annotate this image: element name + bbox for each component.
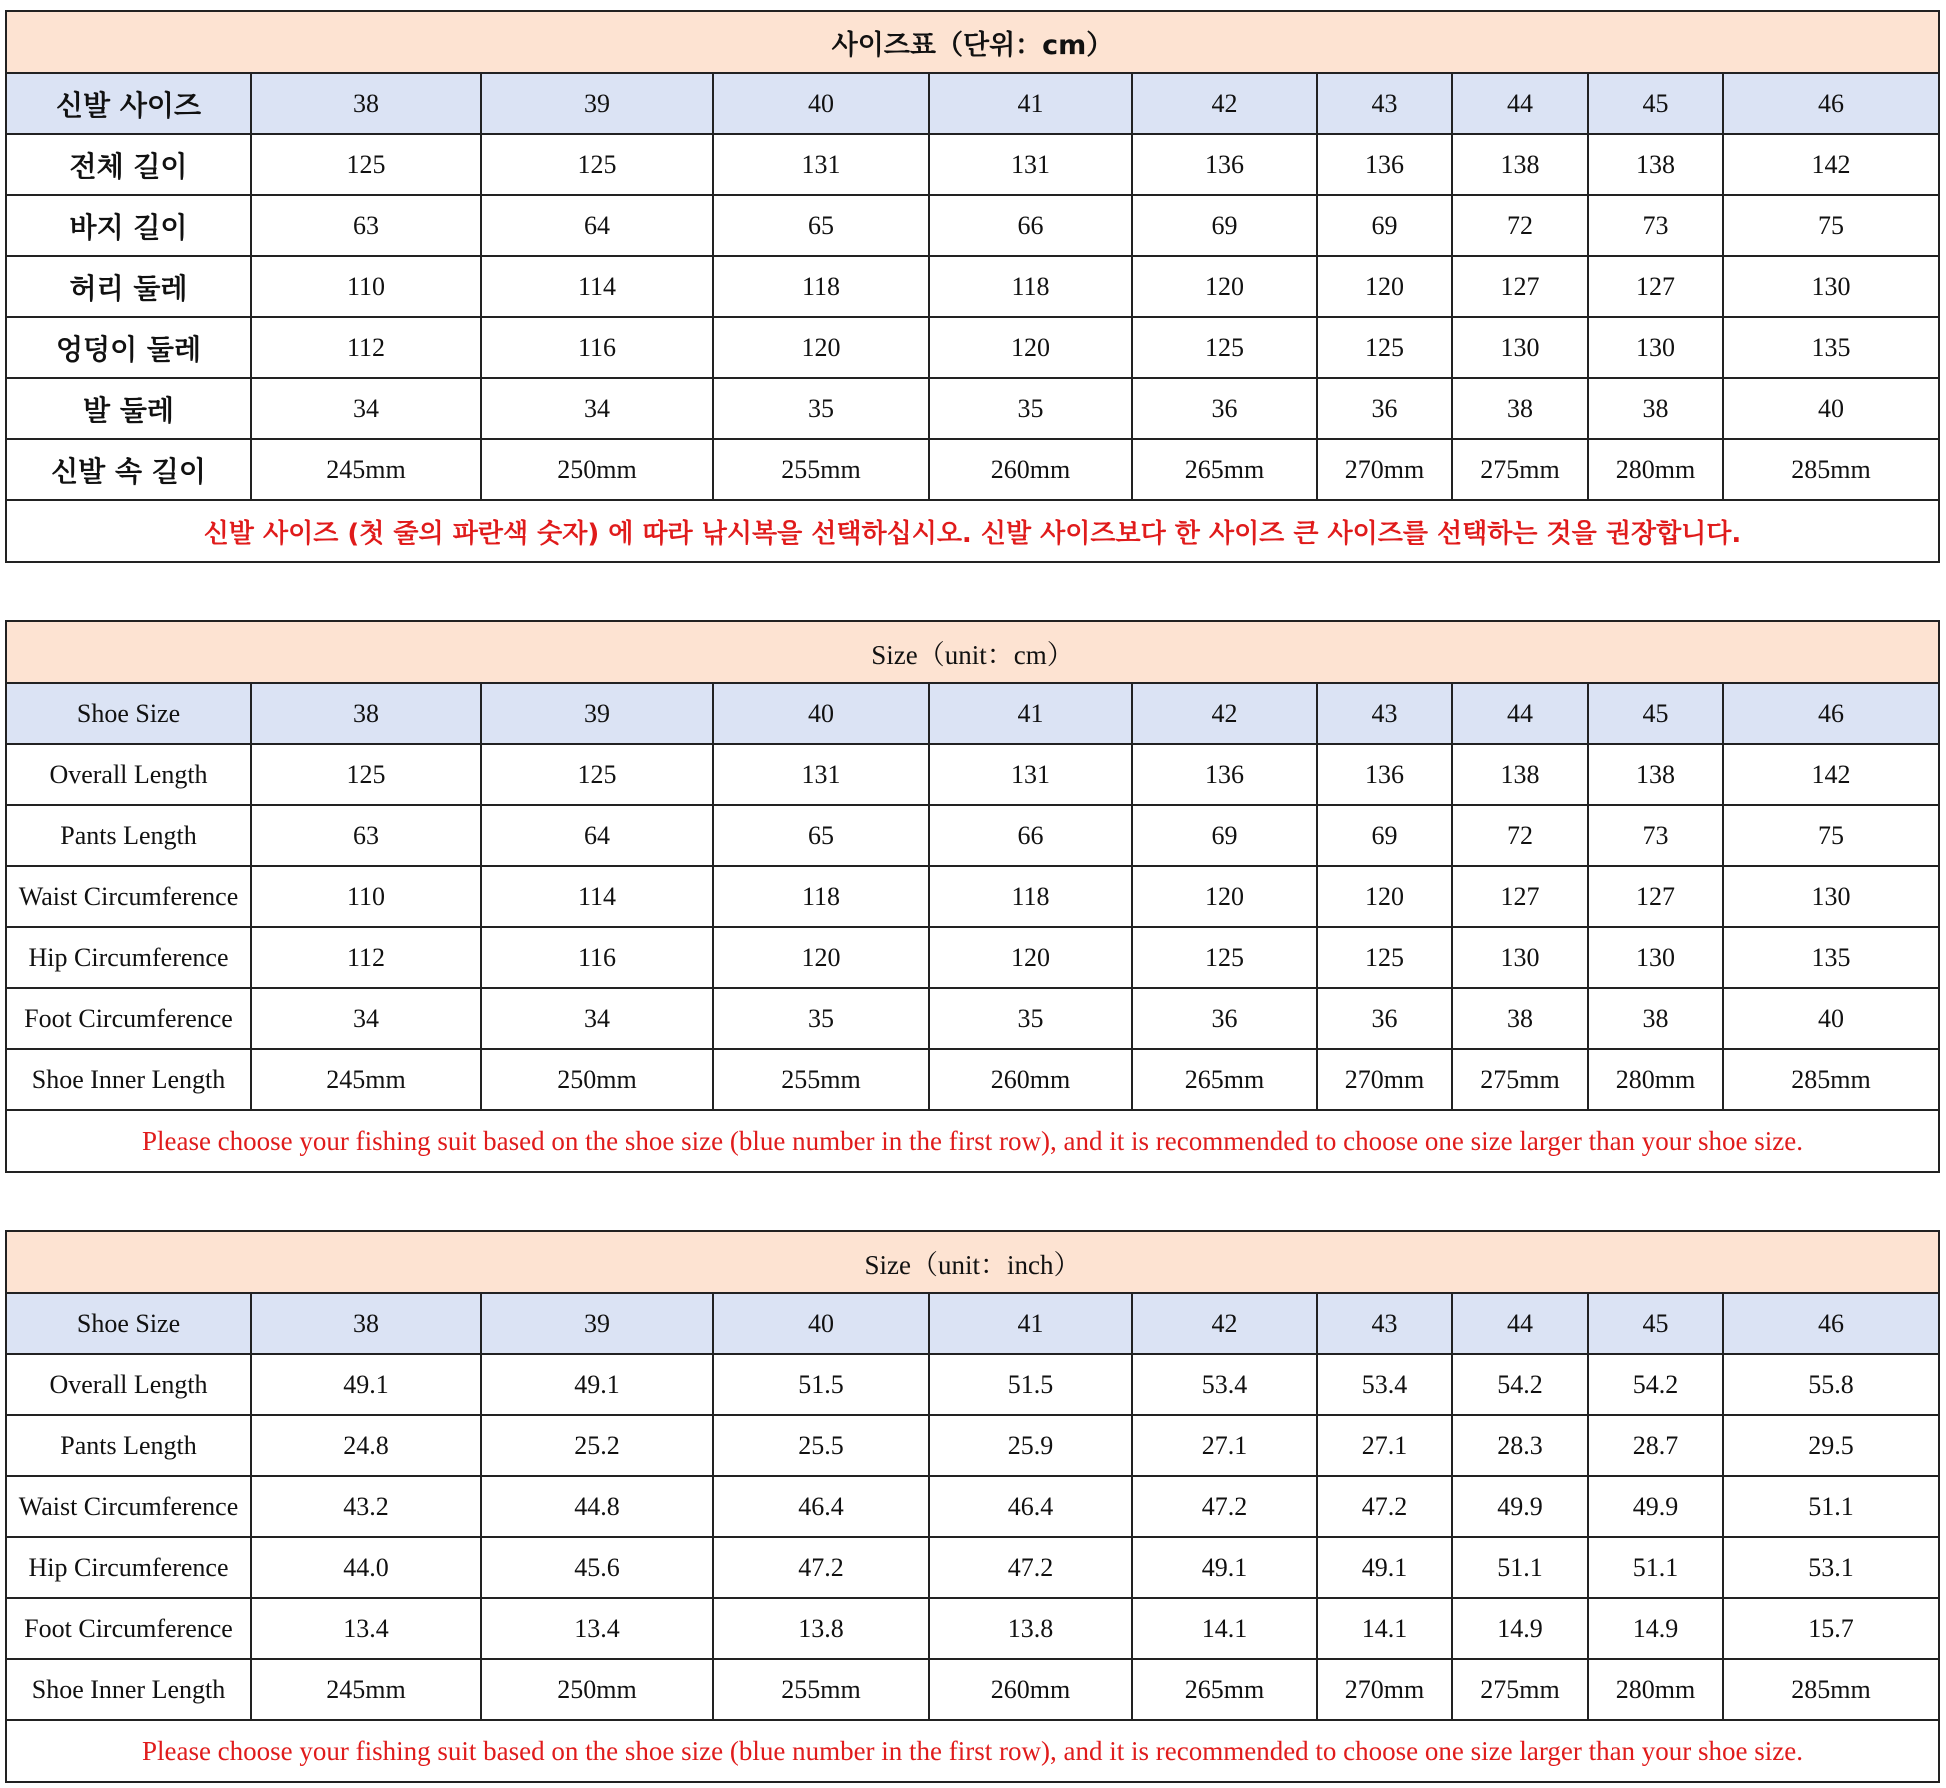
measurement-cell: 114 [481, 866, 713, 927]
row-label: Foot Circumference [6, 988, 251, 1049]
row-label: 바지 길이 [6, 195, 251, 256]
table-row [6, 1537, 1939, 1598]
shoe-size-row [6, 73, 1939, 134]
measurement-cell: 116 [481, 927, 713, 988]
measurement-cell: 245mm [251, 1659, 481, 1720]
measurement-cell: 114 [481, 256, 713, 317]
row-label: Hip Circumference [6, 1537, 251, 1598]
measurement-cell: 45.6 [481, 1537, 713, 1598]
table-title: Size（unit：inch） [6, 1231, 1939, 1293]
measurement-cell: 34 [481, 988, 713, 1049]
recommendation-note: Please choose your fishing suit based on the shoe size (blue number in the first row), and it is recommended to choose one size larger than your shoe size. [6, 1720, 1939, 1782]
measurement-cell: 125 [1317, 927, 1452, 988]
size-table-english-inch [5, 1230, 1940, 1783]
measurement-cell: 136 [1317, 744, 1452, 805]
measurement-cell: 285mm [1723, 1659, 1939, 1720]
measurement-cell: 130 [1452, 927, 1588, 988]
measurement-cell: 24.8 [251, 1415, 481, 1476]
measurement-cell: 47.2 [1317, 1476, 1452, 1537]
measurement-cell: 35 [713, 988, 929, 1049]
measurement-cell: 127 [1588, 866, 1723, 927]
measurement-cell: 66 [929, 805, 1132, 866]
measurement-cell: 69 [1317, 805, 1452, 866]
measurement-cell: 49.1 [1317, 1537, 1452, 1598]
row-label: Waist Circumference [6, 866, 251, 927]
measurement-cell: 130 [1723, 256, 1939, 317]
shoe-size-cell: 38 [251, 1293, 481, 1354]
measurement-cell: 285mm [1723, 439, 1939, 500]
shoe-size-cell: 46 [1723, 73, 1939, 134]
measurement-cell: 245mm [251, 439, 481, 500]
measurement-cell: 120 [1317, 256, 1452, 317]
measurement-cell: 112 [251, 927, 481, 988]
table-title-row [6, 621, 1939, 683]
measurement-cell: 136 [1132, 744, 1317, 805]
shoe-size-cell: 43 [1317, 683, 1452, 744]
measurement-cell: 72 [1452, 195, 1588, 256]
table-row [6, 1659, 1939, 1720]
table-title-row [6, 1231, 1939, 1293]
row-label: Shoe Inner Length [6, 1659, 251, 1720]
measurement-cell: 138 [1452, 744, 1588, 805]
shoe-size-cell: 43 [1317, 73, 1452, 134]
measurement-cell: 135 [1723, 927, 1939, 988]
measurement-cell: 63 [251, 805, 481, 866]
measurement-cell: 27.1 [1132, 1415, 1317, 1476]
measurement-cell: 280mm [1588, 1049, 1723, 1110]
measurement-cell: 46.4 [713, 1476, 929, 1537]
shoe-size-cell: 42 [1132, 683, 1317, 744]
measurement-cell: 27.1 [1317, 1415, 1452, 1476]
measurement-cell: 51.5 [929, 1354, 1132, 1415]
measurement-cell: 270mm [1317, 439, 1452, 500]
measurement-cell: 15.7 [1723, 1598, 1939, 1659]
measurement-cell: 13.4 [481, 1598, 713, 1659]
shoe-size-row [6, 683, 1939, 744]
shoe-size-cell: 44 [1452, 683, 1588, 744]
table-row [6, 256, 1939, 317]
recommendation-note: 신발 사이즈 (첫 줄의 파란색 숫자) 에 따라 낚시복을 선택하십시오. 신발 사이즈보다 한 사이즈 큰 사이즈를 선택하는 것을 권장합니다. [6, 500, 1939, 562]
measurement-cell: 116 [481, 317, 713, 378]
measurement-cell: 36 [1132, 378, 1317, 439]
measurement-cell: 25.5 [713, 1415, 929, 1476]
measurement-cell: 131 [713, 134, 929, 195]
measurement-cell: 260mm [929, 1659, 1132, 1720]
table-row [6, 378, 1939, 439]
table-title-row [6, 11, 1939, 73]
measurement-cell: 47.2 [929, 1537, 1132, 1598]
measurement-cell: 35 [713, 378, 929, 439]
shoe-size-cell: 39 [481, 683, 713, 744]
size-table-english-cm [5, 620, 1940, 1173]
measurement-cell: 38 [1588, 988, 1723, 1049]
measurement-cell: 255mm [713, 439, 929, 500]
measurement-cell: 53.4 [1317, 1354, 1452, 1415]
shoe-size-cell: 40 [713, 73, 929, 134]
measurement-cell: 49.9 [1588, 1476, 1723, 1537]
measurement-cell: 40 [1723, 988, 1939, 1049]
table-row [6, 805, 1939, 866]
measurement-cell: 260mm [929, 439, 1132, 500]
row-label: Overall Length [6, 1354, 251, 1415]
measurement-cell: 53.1 [1723, 1537, 1939, 1598]
measurement-cell: 72 [1452, 805, 1588, 866]
measurement-cell: 120 [929, 317, 1132, 378]
measurement-cell: 44.8 [481, 1476, 713, 1537]
row-label: Foot Circumference [6, 1598, 251, 1659]
measurement-cell: 130 [1723, 866, 1939, 927]
measurement-cell: 53.4 [1132, 1354, 1317, 1415]
row-label: Overall Length [6, 744, 251, 805]
measurement-cell: 46.4 [929, 1476, 1132, 1537]
measurement-cell: 13.8 [713, 1598, 929, 1659]
shoe-size-cell: 41 [929, 73, 1132, 134]
shoe-size-cell: 40 [713, 683, 929, 744]
measurement-cell: 36 [1132, 988, 1317, 1049]
shoe-size-cell: 44 [1452, 1293, 1588, 1354]
measurement-cell: 125 [1317, 317, 1452, 378]
measurement-cell: 35 [929, 378, 1132, 439]
measurement-cell: 125 [481, 744, 713, 805]
shoe-size-cell: 42 [1132, 1293, 1317, 1354]
shoe-size-cell: 41 [929, 683, 1132, 744]
measurement-cell: 250mm [481, 1049, 713, 1110]
recommendation-note-row [6, 1720, 1939, 1782]
table-row [6, 1476, 1939, 1537]
measurement-cell: 49.1 [481, 1354, 713, 1415]
measurement-cell: 275mm [1452, 1659, 1588, 1720]
row-label: 신발 속 길이 [6, 439, 251, 500]
measurement-cell: 28.7 [1588, 1415, 1723, 1476]
measurement-cell: 44.0 [251, 1537, 481, 1598]
table-row [6, 134, 1939, 195]
measurement-cell: 265mm [1132, 1049, 1317, 1110]
shoe-size-cell: 38 [251, 683, 481, 744]
measurement-cell: 13.8 [929, 1598, 1132, 1659]
measurement-cell: 34 [481, 378, 713, 439]
measurement-cell: 265mm [1132, 439, 1317, 500]
row-label: 전체 길이 [6, 134, 251, 195]
measurement-cell: 130 [1588, 317, 1723, 378]
measurement-cell: 36 [1317, 378, 1452, 439]
measurement-cell: 49.1 [1132, 1537, 1317, 1598]
measurement-cell: 43.2 [251, 1476, 481, 1537]
recommendation-note-row [6, 500, 1939, 562]
table-row [6, 866, 1939, 927]
measurement-cell: 280mm [1588, 1659, 1723, 1720]
table-row [6, 317, 1939, 378]
row-label: Shoe Size [6, 683, 251, 744]
measurement-cell: 118 [929, 866, 1132, 927]
measurement-cell: 55.8 [1723, 1354, 1939, 1415]
measurement-cell: 255mm [713, 1049, 929, 1110]
measurement-cell: 120 [1132, 866, 1317, 927]
measurement-cell: 14.1 [1317, 1598, 1452, 1659]
row-label: Pants Length [6, 1415, 251, 1476]
measurement-cell: 275mm [1452, 1049, 1588, 1110]
measurement-cell: 138 [1452, 134, 1588, 195]
measurement-cell: 270mm [1317, 1659, 1452, 1720]
recommendation-note-row [6, 1110, 1939, 1172]
shoe-size-cell: 44 [1452, 73, 1588, 134]
measurement-cell: 51.1 [1723, 1476, 1939, 1537]
measurement-cell: 69 [1132, 195, 1317, 256]
measurement-cell: 142 [1723, 744, 1939, 805]
measurement-cell: 118 [713, 866, 929, 927]
row-label: 발 둘레 [6, 378, 251, 439]
measurement-cell: 130 [1452, 317, 1588, 378]
measurement-cell: 280mm [1588, 439, 1723, 500]
measurement-cell: 51.1 [1588, 1537, 1723, 1598]
table-title: 사이즈표（단위：cm） [6, 11, 1939, 73]
measurement-cell: 120 [1132, 256, 1317, 317]
measurement-cell: 75 [1723, 805, 1939, 866]
measurement-cell: 120 [1317, 866, 1452, 927]
row-label: Waist Circumference [6, 1476, 251, 1537]
measurement-cell: 275mm [1452, 439, 1588, 500]
measurement-cell: 14.9 [1588, 1598, 1723, 1659]
row-label: Pants Length [6, 805, 251, 866]
shoe-size-cell: 40 [713, 1293, 929, 1354]
row-label: Shoe Size [6, 1293, 251, 1354]
row-label: Shoe Inner Length [6, 1049, 251, 1110]
measurement-cell: 14.1 [1132, 1598, 1317, 1659]
table-title: Size（unit：cm） [6, 621, 1939, 683]
measurement-cell: 127 [1588, 256, 1723, 317]
measurement-cell: 250mm [481, 1659, 713, 1720]
measurement-cell: 118 [713, 256, 929, 317]
measurement-cell: 29.5 [1723, 1415, 1939, 1476]
measurement-cell: 25.9 [929, 1415, 1132, 1476]
measurement-cell: 63 [251, 195, 481, 256]
table-row [6, 1415, 1939, 1476]
measurement-cell: 65 [713, 805, 929, 866]
shoe-size-cell: 46 [1723, 683, 1939, 744]
measurement-cell: 138 [1588, 744, 1723, 805]
measurement-cell: 130 [1588, 927, 1723, 988]
measurement-cell: 13.4 [251, 1598, 481, 1659]
measurement-cell: 127 [1452, 866, 1588, 927]
measurement-cell: 73 [1588, 805, 1723, 866]
measurement-cell: 120 [929, 927, 1132, 988]
measurement-cell: 127 [1452, 256, 1588, 317]
measurement-cell: 34 [251, 988, 481, 1049]
measurement-cell: 245mm [251, 1049, 481, 1110]
shoe-size-cell: 43 [1317, 1293, 1452, 1354]
measurement-cell: 14.9 [1452, 1598, 1588, 1659]
shoe-size-cell: 45 [1588, 73, 1723, 134]
shoe-size-cell: 41 [929, 1293, 1132, 1354]
measurement-cell: 131 [713, 744, 929, 805]
measurement-cell: 47.2 [713, 1537, 929, 1598]
row-label: 허리 둘레 [6, 256, 251, 317]
measurement-cell: 64 [481, 805, 713, 866]
measurement-cell: 112 [251, 317, 481, 378]
measurement-cell: 270mm [1317, 1049, 1452, 1110]
measurement-cell: 136 [1132, 134, 1317, 195]
measurement-cell: 110 [251, 866, 481, 927]
measurement-cell: 138 [1588, 134, 1723, 195]
recommendation-note: Please choose your fishing suit based on the shoe size (blue number in the first row), and it is recommended to choose one size larger than your shoe size. [6, 1110, 1939, 1172]
measurement-cell: 260mm [929, 1049, 1132, 1110]
shoe-size-cell: 45 [1588, 683, 1723, 744]
measurement-cell: 120 [713, 927, 929, 988]
row-label: Hip Circumference [6, 927, 251, 988]
shoe-size-cell: 42 [1132, 73, 1317, 134]
measurement-cell: 75 [1723, 195, 1939, 256]
measurement-cell: 136 [1317, 134, 1452, 195]
measurement-cell: 285mm [1723, 1049, 1939, 1110]
measurement-cell: 35 [929, 988, 1132, 1049]
measurement-cell: 118 [929, 256, 1132, 317]
measurement-cell: 66 [929, 195, 1132, 256]
size-table-korean-cm [5, 10, 1940, 563]
measurement-cell: 131 [929, 134, 1132, 195]
measurement-cell: 131 [929, 744, 1132, 805]
shoe-size-cell: 39 [481, 1293, 713, 1354]
measurement-cell: 51.1 [1452, 1537, 1588, 1598]
measurement-cell: 38 [1452, 988, 1588, 1049]
measurement-cell: 54.2 [1452, 1354, 1588, 1415]
table-row [6, 439, 1939, 500]
measurement-cell: 40 [1723, 378, 1939, 439]
measurement-cell: 64 [481, 195, 713, 256]
measurement-cell: 135 [1723, 317, 1939, 378]
measurement-cell: 125 [251, 134, 481, 195]
measurement-cell: 125 [481, 134, 713, 195]
measurement-cell: 49.9 [1452, 1476, 1588, 1537]
measurement-cell: 36 [1317, 988, 1452, 1049]
measurement-cell: 125 [1132, 317, 1317, 378]
measurement-cell: 65 [713, 195, 929, 256]
measurement-cell: 28.3 [1452, 1415, 1588, 1476]
table-row [6, 1049, 1939, 1110]
measurement-cell: 69 [1317, 195, 1452, 256]
measurement-cell: 49.1 [251, 1354, 481, 1415]
shoe-size-cell: 45 [1588, 1293, 1723, 1354]
shoe-size-cell: 46 [1723, 1293, 1939, 1354]
shoe-size-cell: 39 [481, 73, 713, 134]
measurement-cell: 34 [251, 378, 481, 439]
table-row [6, 1598, 1939, 1659]
table-row [6, 1354, 1939, 1415]
measurement-cell: 38 [1452, 378, 1588, 439]
measurement-cell: 255mm [713, 1659, 929, 1720]
measurement-cell: 47.2 [1132, 1476, 1317, 1537]
measurement-cell: 265mm [1132, 1659, 1317, 1720]
table-row [6, 744, 1939, 805]
measurement-cell: 125 [1132, 927, 1317, 988]
table-row [6, 988, 1939, 1049]
measurement-cell: 73 [1588, 195, 1723, 256]
row-label: 신발 사이즈 [6, 73, 251, 134]
shoe-size-row [6, 1293, 1939, 1354]
table-row [6, 927, 1939, 988]
row-label: 엉덩이 둘레 [6, 317, 251, 378]
shoe-size-cell: 38 [251, 73, 481, 134]
measurement-cell: 125 [251, 744, 481, 805]
measurement-cell: 54.2 [1588, 1354, 1723, 1415]
measurement-cell: 38 [1588, 378, 1723, 439]
measurement-cell: 25.2 [481, 1415, 713, 1476]
measurement-cell: 110 [251, 256, 481, 317]
table-row [6, 195, 1939, 256]
measurement-cell: 142 [1723, 134, 1939, 195]
measurement-cell: 69 [1132, 805, 1317, 866]
measurement-cell: 51.5 [713, 1354, 929, 1415]
measurement-cell: 120 [713, 317, 929, 378]
measurement-cell: 250mm [481, 439, 713, 500]
